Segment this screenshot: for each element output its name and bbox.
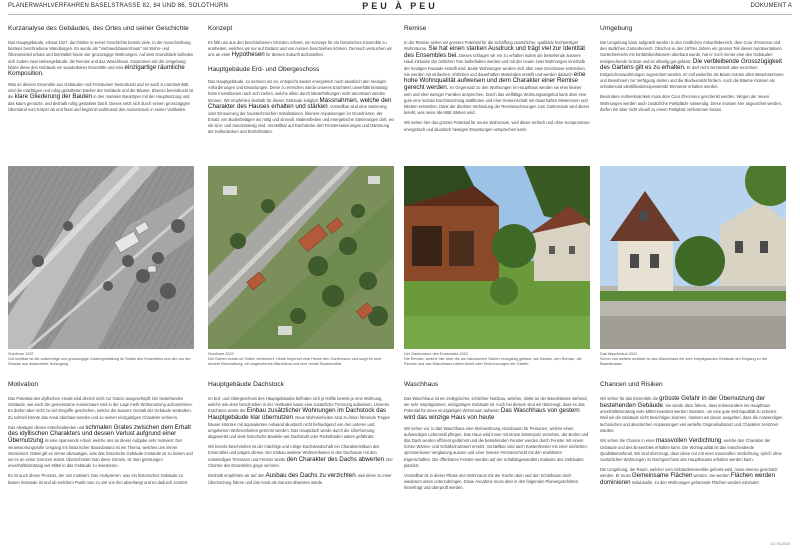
paragraph: Wir sehen die Chance in einer massvollen Verdichtung, welche den Charakter der Gebäude und des Ensembles erhalten kann. Die Wohnqualität ist das entscheidende Qualitätsmerkmal. Wir sind überzeugt, dass diese nur mit einer massvollen Verdichtung, sprich ohne zusätzlichen Wohnungen im Dachgeschoss des Haupthauses erhalten werden kann.: [600, 437, 782, 462]
paragraph: Die Umgebung kann aufgeteilt werden in den nördlichen Ankunftsbereich, dem Cour d'Honneur und den südlichen Gartenbereich. Obschon in den 1970er Jahren ein grosser Teil dieses repräsentativen Gartenbereichs mit Einfamilienhäusern überbaut wurde, hat er noch immer eine den Gebäuden entsprechende Grösse und ist allseitig gut gefasst. Die verbleibende Grosszügigkeit des Gartens gilt es zu erhalten. Er darf nicht zerstückelt oder einzelnen Erdgeschosswohnungen zugeordnet werden. Er soll weiterhin als Baum-Garten allen Bewohnerinnen und Bewohnern zur Verfügung stehen und die Biodiversität fördern. Auch die Bäume müssen als schattenund identifikationsspendende Elemente erhalten werden.: [600, 40, 784, 90]
section-title: Umgebung: [600, 25, 633, 32]
paragraph: Das Abwägen dieses entscheidenden und schmalen Grates zwischen dem Erhalt des idyllischen Charakters und dessen Verlust aufgrund einer Übernutzung ist eine spannende Arbeit, welche uns an dieser Aufgabe sehr motiviert. Der verantwortungsvolle Umgang mit historischer Bausubstanz ist ein Thema, welches uns immer interessiert. Dabei gilt es immer abzuwägen, was das historische Gebäude imstande ist zu leisten und wo es an seine Grenzen stösst. Überschreitet man diese Grenze, ist man gezwungen unverhältnismässig viel Mittel in das Gebäude zu investieren.: [8, 423, 193, 469]
paragraph: Das Hauptgebäude, so nehmen wir an, entspricht wieder energetisch noch akustisch den heutigen Anforderungen und Erwartungen. Diese zu erreichen würde unseres Erachtens unverhältnismässig hohe Investitionen nach sich ziehen, welche allein durch Mieterhöhungen nicht amortisiert werden können. Wir empfehlen deshalb für dieses Gebäude lediglich Massnahmen, welche den Charakter des Hauses erhalten und stärken. Vorstellbar sind eine Sanierung oder Erneuerung der haustechnischen Installationen, kleinere Anpassungen im Grundrissen, der Ersatz von Bodenbelägen wo nötig und sinnvoll, Malerarbeiten und energetische Sanierungen dort, wo sie sinn- und zweckmässig sind. Vorstellbar auf Dachdecke dert Fenstersanierungen und Dämmung der Kellerdecken und Estrichböden.: [208, 79, 394, 135]
page-number: 01 / 00-2024: [770, 542, 790, 546]
photo-caption: Das Waschhaus 2024 Schon von weitem sichtbar ist das Waschhaus ein sehr einprägsames Gebäude am Eingang zu der Baselstrasse.: [600, 352, 768, 366]
section-title: Kurzanalyse des Gebäudes, des Ortes und seiner Geschichte: [8, 25, 189, 32]
paragraph: Deshalb empfehlen wir auf den Ausbau des Dachs zu verzichten, weil diese zu einer Übernutzung führen und das Areal als Ganzes abwerten würde.: [208, 472, 392, 485]
paragraph: Es ist auch dieser Prozess, der uns motiviert. Das Analysieren, was ein historisches Gebäude zu leisten imstande ist und ab welchem Punkt man zu viel von ihm abverlangt und es dadurch zerstört.: [8, 473, 189, 485]
section-title: Chancen und Risiken: [600, 381, 663, 388]
paragraph: Vorstellbar ist in dieser Phase den Wohnraum mit der Küche oben und den Schlafraum doch wiederum unten unterzubringen. Diese Annahme muss aber in den folgenden Planungsschritten hinterfragt und überprüft werden.: [404, 473, 579, 491]
project-title: PLANERWAHLVERFAHREN BASELSTRASSE 82, 84 UND 86, SOLOTHURN: [8, 3, 229, 9]
garden-photo: [404, 166, 590, 349]
paragraph: In der Remise sehen wir grosses Potential für die Schaffung zusätzlicher, qualitativ hochwertiger Wohnräume. Sie hat einen starken Ausdruck und trägt viel zur Identität des Ensembles bei. Dieses schlagen wir vor zu erhalten indem die bestehende äussere Hauli inklusive der östlichen Tore beibehalten werden und mit der neuen zwei Wohnungen innerhalb der heutigen Fassade erstellt wird. Beide Wohnungen werden sich über zwei Geschosse erstrecken. Sie werden mit einfachen, ehrlichen und dauerhaften Materialien erstellt und werden dadurch eine hohe Wohnqualität aufweisen und dem Charakter einer Remise gerecht werden. Im Gegensatz zu den Wohnungen im Haupthaus werden sie eher kleiner sein und eher weniger Familien ansprechen. Durch das vielfältige Wohnungsangebot kann aber eine gute eine soziale Durchmischung stattfinden und eine Gemeinschaft mit dauerhaften Mieterinnen und Mietern entstehen. Dank der direkten Verbindung der Remisewohnungen zum Gartenraum wird dieser belebt, was seine Identität stärken wird.: [404, 40, 590, 116]
section-remise: [404, 25, 590, 137]
photo-caption: Solothurn 1937 Gut sichtbar ist die aufwendige und grosszügige Gartengestaltung im Süden des Ensembles und der von der Strasse aus distanzierte Hofzugang.: [8, 352, 191, 366]
photo-caption: Der Gartenraum des Ensembles 2022 Die Remise, welche hier über die als historischen Garten einzigartig gefasst, wie Bauten, den Remise, die Remise und das Waschhaus hatten Anteil oder Einkreuzungen der Gärten.: [404, 352, 582, 366]
section-attic: [208, 381, 394, 490]
section-surroundings: [600, 25, 786, 117]
section-title: Konzept: [208, 25, 233, 32]
paragraph: Wir sehen für das Ensemble die grösste Gefahr in der Übernutzung der bestehenden Gebäude. Sie würde dazu führen, dass insbesondere ins Haupthaus unverhältnismässig viele Mittel investiert werden müssten, um eine gute Wohnqualität zu erzielen. Weil wir die Gebäude nicht besichtigen konnten, müssen wir davon ausgehen, dass die notwendigen technischen und akustischen Anpassungen viel vertiefte Originalsubstanz und Charakter zerstören würden.: [600, 395, 783, 433]
document-header: [0, 0, 800, 14]
paragraph: Das Waschhaus ist ein zeittypischer, schlichter Nutzbau, welcher, direkt an der Baselstrasse stehend, ein sehr einprägsames, einzigartiges Gebäude ist. Auch bei diesem sind wir überzeugt, dass es das Potential für einen einzigartigen Wohnraum aufweist. Das Waschhaus von gestern wird das winzige Haus von heute: [404, 396, 588, 421]
section-title: Remise: [404, 25, 427, 32]
paragraph: Wir bereits beschrieben ist der mächtige und ruhige Dachstandschaft ein Charakteristikum des Ensembles und prägen dieses. Der Einbau weiterer Wohneinheiten in den Dachraum mit den notwendigen Terrassen und Fenster würde den Charakter des Dachs abwerten. Der Charme des Ensembles ginge verloren.: [208, 444, 393, 469]
document-label: DOKUMENT A: [750, 3, 792, 9]
section-concept: [208, 25, 394, 140]
paragraph: Das Potential des idyllischen Areals wird derzeit nicht zur Ganze ausgeschöpft. Die bestehenden Gebäude, wie auch der gemeinsame Aussenraum sind in der Lage mehr Wohnnutzung aufzunehmen. Es dürfen aber nicht zu viel Eingriffe geschehen, welche die äussere Gestalt der Gebäude verändern. Zu schnell könnte das Areal überbaut werden und so seinen einzigartigen Charakter verlieren.: [8, 396, 193, 420]
section-title: Motivation: [8, 381, 39, 388]
paragraph: Wir sehen hier das grösste Potential für neuen Wohnraum, weil dieser einfach und ohne Kompromisse energetisch und akustisch heutigen Erwartungen entsprechen kann.: [404, 120, 590, 132]
aerial-photo-2022: [208, 166, 394, 349]
section-title: Hauptgebäude Dachstock: [208, 381, 284, 388]
paragraph: Die Umgebung, der Raum, welcher vom Gebäudeensemble geformt wird, muss ebenso geschützt werden. Er muss Gemeinsame Flächen werden. Sie werden Flächen werden dominieren Individuelle, zu den Wohnungen gehörende Flächen werden minimiert.: [600, 467, 778, 486]
waschhaus-photo: [600, 166, 786, 349]
paragraph: Es fällt uns aus den beschriebenen Gründen schwer, ein Konzept für ein historisches Ensemble zu erarbeiten, welches wir nur auf Distanz und von Aussen beschrieben können. Dennoch versuchen wir uns an einer Hypothesen für dessen Zukunft aufzustellen.: [208, 40, 392, 59]
photo-caption: Solothurn 2022 Der Garten wurde im Süden verkleinert. Heute begrenzt eine Hecke den Gartenraum und sorgt für eine sichere Beschattung; ein angenehmes Mikroklima und eine rechte Biodiversität.: [208, 352, 382, 366]
paragraph: Was an diesem Ensemble aus Gebäuden und Freiräumen beeindruckt und es auch zu-sammenhält, sind die mächtigen und ruhig gestalteten Dächer der Gebäude und die Bäume. Ebenso beeindruckt ist die klare Gliederung der Bauten in den murialen Baukörper mit der Hauptnutzung und das kaum genutzte, und deshalb ruhig gestaltete Dach. Dieses setzt sich durch seinen grosszügigen Überstand vom Körper ab und fasst und begrenzt wohltuend den Aussenraum in seiner Vertikalen.: [8, 82, 194, 113]
section-waschhaus: [404, 381, 590, 496]
subsection-title: Hauptgebäude Erd- und Obergeschoss: [208, 66, 320, 73]
paragraph: Wir sehen vor, in das Waschhaus eine Kleinwohnung einzubauen für Personen, welche einen aufwendigen Lebensstil pflegen. Das Haus wird innen mit einem Dämmputz versehen, der Boden und das Dach werden effizient gedämmt und die bestehenden Fenster werden durch Fenster mit einem hohen Wärme- und Schallschutzwert ersetzt. Vorstellbar sind auch Kastenfenster mit einer einfachen, sprossenlosen Verglasung aussen und einer inneren Fensterschicht mit den erwähnten Eigenschaften. Die öffenbaren Fenster werden auf der schallabgewandten Südseite des Gebäudes platziert.: [404, 425, 589, 468]
section-title: Waschhaus: [404, 381, 439, 388]
header-divider: [8, 14, 792, 15]
section-motivation: [8, 381, 194, 490]
paragraph: Besondere Aufmerksamkeit muss dem Cour d'Honneur geschenkt werden. Wegen der neuen Wohnungen werden auch zusätzliche Parkplätze notwendig. Diese müssen hier angeordnet werden, dürfen ihn aber nicht visuell zu einem Parkplatz verkommen lassen.: [600, 94, 782, 112]
aerial-photo-1937: [8, 166, 194, 349]
paragraph: Im Erd- und Obergeschoss des Hauptgebäudes befinden sich je Hälfte bereits je eine Wohnung, welche wie oben beschrieben in der Vertikalen kaum eine zusätzliche Trennung aufweisen. Unseres Erachtens würde der Einbau zusätzlicher Wohnungen im Dachstock das Hauptgebäude klar übernutzen. Neue Wohneinheiten sind zu ihnen führende Treppe häuser könnten mit äquivalenten Aufwand akustisch nicht befriedigend von den unteren und umgebenen Wohneinheiten getrennt werden. Das Hauptdach würde durch die Überformung abgewertet und viele historische Bauteile wie Dachstuhl oder Parketböden wären gefährdet.: [208, 396, 390, 439]
section-analysis: [8, 25, 194, 117]
paragraph: Das Hauptgebäude, erbaut 1627, durchlebte in seiner Geschichte bereits viele, in der Ausschreibung bestens beschriebene Wandlungen. Es wurde als "Vielzweckbauernhaus" mit Wohn- und Ökonomieteil erbaut und beinhaltet heute vier grosszügige Wohnungen. Auf dem Grundstück befinden sich zudem zwei Nebengebäude: die Remise und das Waschhaus. Zusammen mit der Umgebung bilden diese drei Gebäude ein wunderbares Ensemble und eine einzigartige räumliche Komposition.: [8, 40, 194, 78]
motto-title: PEU À PEU: [362, 1, 438, 11]
section-risks: [600, 381, 786, 491]
